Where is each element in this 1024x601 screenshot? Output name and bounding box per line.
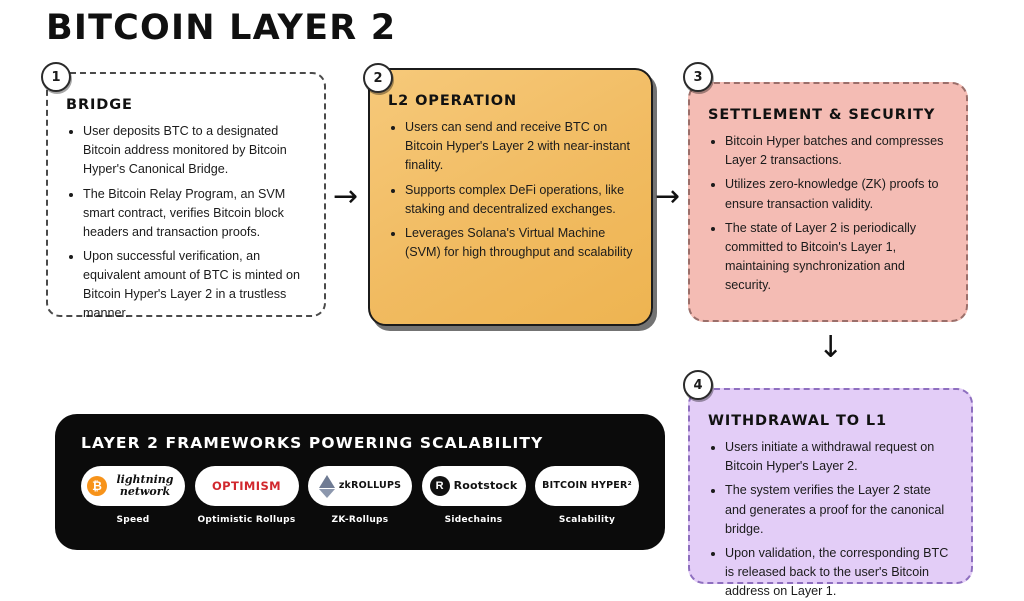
step-bullets-2 bbox=[388, 118, 635, 262]
rootstock-icon: R bbox=[430, 476, 450, 496]
step-badge-1: 1 bbox=[41, 62, 71, 92]
framework-brand-label: lightning network bbox=[116, 473, 174, 498]
logo-pill-zkrollups bbox=[308, 466, 412, 506]
list-item: • Upon successful verification, an equivalent amount of BTC is minted on Bitcoin Hyper's Layer 2 in a trustless manner. bbox=[83, 247, 308, 324]
framework-brand-label: zkROLLUPS bbox=[338, 480, 402, 492]
logo-pill-rootstock bbox=[422, 466, 526, 506]
frameworks-heading: LAYER 2 FRAMEWORKS POWERING SCALABILITY bbox=[81, 434, 544, 452]
step-badge-4: 4 bbox=[683, 370, 713, 400]
step-card-withdrawal-to-l1 bbox=[688, 388, 973, 599]
list-item: • User deposits BTC to a designated Bitcoin address monitored by Bitcoin Hyper's Canonical Bridge. bbox=[83, 122, 308, 179]
page-title: BITCOIN LAYER 2 bbox=[46, 8, 397, 48]
step-badge-3: 3 bbox=[683, 62, 713, 92]
framework-item-bitcoin-hyper bbox=[533, 466, 641, 525]
framework-caption: ZK-Rollups bbox=[331, 515, 389, 525]
framework-caption: Scalability bbox=[558, 515, 616, 525]
arrow-right-icon: → bbox=[333, 179, 359, 214]
list-item: • Supports complex DeFi operations, like staking and decentralized exchanges. bbox=[405, 181, 635, 219]
list-item: • The system verifies the Layer 2 state and generates a proof for the canonical bridge. bbox=[725, 481, 955, 538]
framework-item-lightning bbox=[79, 466, 187, 525]
logo-pill-optimism bbox=[195, 466, 299, 506]
list-item: • Upon validation, the corresponding BTC is released back to the user's Bitcoin address on Layer 1. bbox=[725, 544, 955, 601]
step-title-3: SETTLEMENT & SECURITY bbox=[708, 107, 936, 123]
frameworks-panel bbox=[55, 414, 665, 550]
framework-brand-label: OPTIMISM bbox=[212, 478, 281, 493]
step-bullets-4 bbox=[708, 438, 955, 601]
framework-item-zkrollups bbox=[306, 466, 414, 525]
framework-brand-label: Rootstock bbox=[453, 479, 518, 493]
step-card-l2-operation bbox=[368, 68, 653, 326]
bitcoin-icon: ₿ bbox=[87, 476, 107, 496]
arrow-down-icon: ↓ bbox=[818, 330, 844, 365]
step-card-settlement-security bbox=[688, 82, 968, 322]
step-title-4: WITHDRAWAL TO L1 bbox=[708, 413, 888, 429]
list-item: • The Bitcoin Relay Program, an SVM smart contract, verifies Bitcoin block headers and transaction proofs. bbox=[83, 185, 308, 242]
framework-caption: Speed bbox=[116, 515, 150, 525]
list-item: • The state of Layer 2 is periodically committed to Bitcoin's Layer 1, maintaining synchronization and security. bbox=[725, 219, 950, 296]
step-bullets-3 bbox=[708, 132, 950, 295]
list-item: • Leverages Solana's Virtual Machine (SVM) for high throughput and scalability bbox=[405, 224, 635, 262]
list-item: • Users can send and receive BTC on Bitcoin Hyper's Layer 2 with near-instant finality. bbox=[405, 118, 635, 175]
framework-caption: Sidechains bbox=[444, 515, 503, 525]
list-item: • Users initiate a withdrawal request on Bitcoin Hyper's Layer 2. bbox=[725, 438, 955, 476]
step-title-1: BRIDGE bbox=[66, 97, 133, 113]
frameworks-logo-row bbox=[73, 466, 647, 525]
list-item: • Bitcoin Hyper batches and compresses Layer 2 transactions. bbox=[725, 132, 950, 170]
step-bullets-1 bbox=[66, 122, 308, 323]
framework-item-rootstock bbox=[420, 466, 528, 525]
step-title-2: L2 OPERATION bbox=[388, 93, 518, 109]
framework-brand-label: BITCOIN HYPER² bbox=[542, 480, 632, 492]
ethereum-icon bbox=[319, 475, 335, 498]
step-badge-2: 2 bbox=[363, 63, 393, 93]
list-item: • Utilizes zero-knowledge (ZK) proofs to ensure transaction validity. bbox=[725, 175, 950, 213]
logo-pill-bitcoin-hyper bbox=[535, 466, 639, 506]
arrow-right-icon: → bbox=[655, 179, 681, 214]
framework-item-optimism bbox=[193, 466, 301, 525]
framework-caption: Optimistic Rollups bbox=[197, 515, 296, 525]
step-card-bridge bbox=[46, 72, 326, 321]
logo-pill-lightning bbox=[81, 466, 185, 506]
